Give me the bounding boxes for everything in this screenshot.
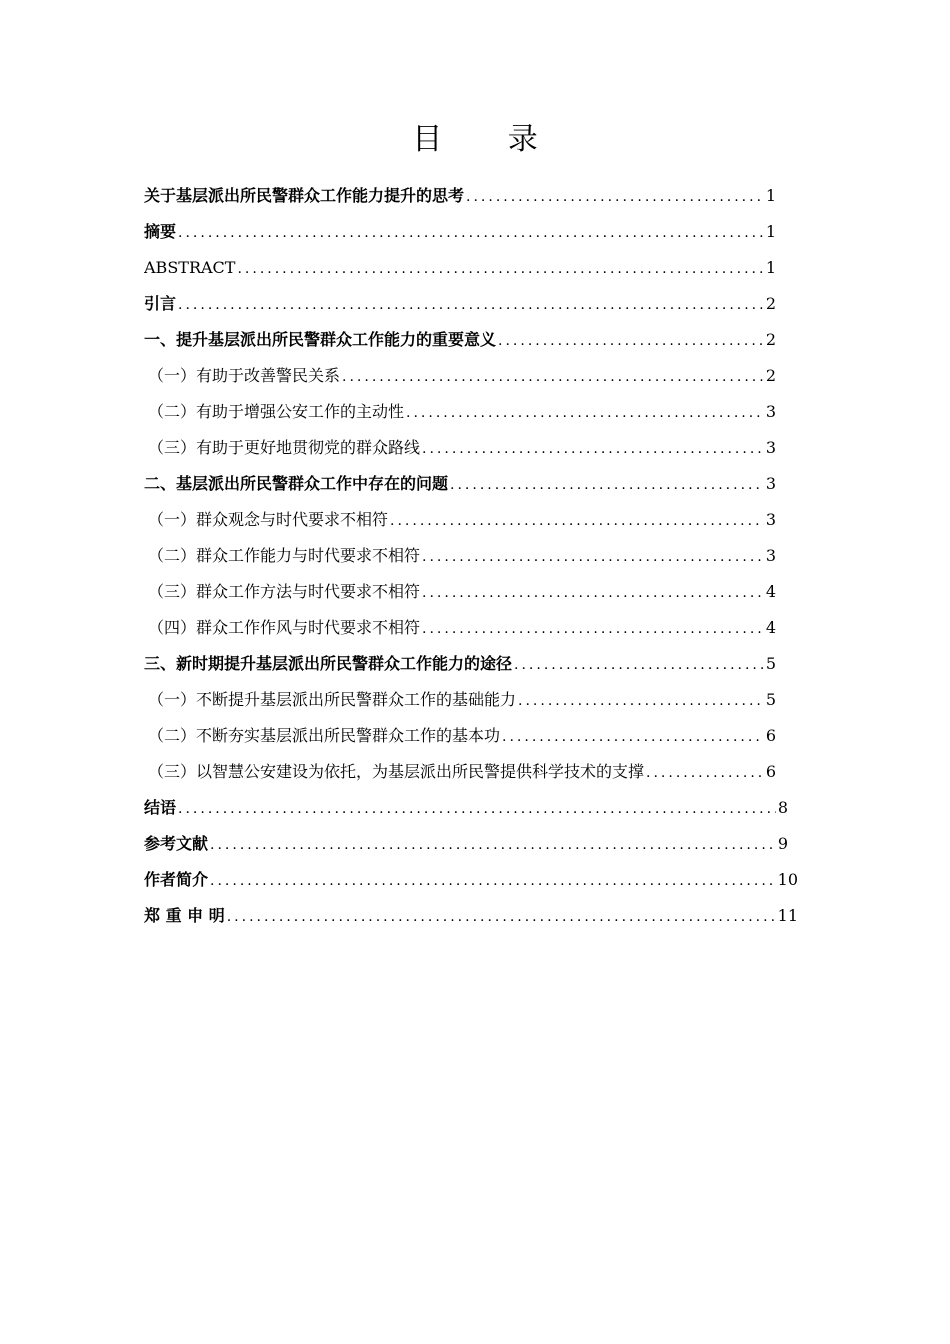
toc-entry-label: 一、提升基层派出所民警群众工作能力的重要意义	[144, 330, 497, 349]
toc-dot-leader	[514, 647, 764, 682]
toc-dot-leader	[518, 683, 764, 718]
toc-entry[interactable]	[144, 682, 810, 718]
toc-entry-label: （二）有助于增强公安工作的主动性	[148, 402, 405, 421]
toc-entry-label: （四）群众工作作风与时代要求不相符	[148, 618, 421, 637]
toc-entry-label: （二）不断夯实基层派出所民警群众工作的基本功	[148, 726, 501, 745]
toc-entry-page: 5	[765, 654, 776, 673]
toc-entry[interactable]	[144, 754, 810, 790]
toc-entry-page: 2	[765, 366, 776, 385]
toc-entry[interactable]	[144, 898, 810, 934]
toc-entry-page: 6	[765, 726, 776, 745]
toc-entry[interactable]	[144, 574, 810, 610]
toc-entry[interactable]	[144, 466, 810, 502]
toc-entry-page: 2	[765, 294, 776, 313]
toc-dot-leader	[422, 575, 764, 610]
toc-dot-leader	[227, 899, 776, 934]
toc-dot-leader	[237, 251, 763, 286]
toc-entry[interactable]	[144, 214, 810, 250]
toc-entry[interactable]	[144, 178, 810, 214]
toc-dot-leader	[498, 323, 764, 358]
toc-dot-leader	[646, 755, 764, 790]
toc-entry-label: 作者简介	[144, 870, 209, 889]
toc-dot-leader	[422, 539, 764, 574]
toc-entry-page: 3	[765, 510, 776, 529]
toc-entry-page: 1	[765, 258, 776, 277]
toc-entry-label: 三、新时期提升基层派出所民警群众工作能力的途径	[144, 654, 513, 673]
table-of-contents	[144, 178, 810, 934]
toc-entry-page: 3	[765, 438, 776, 457]
toc-entry-page: 10	[777, 870, 798, 889]
toc-entry-page: 8	[777, 798, 788, 817]
toc-entry-page: 3	[765, 402, 776, 421]
toc-entry[interactable]	[144, 646, 810, 682]
toc-dot-leader	[406, 395, 764, 430]
toc-entry-page: 3	[765, 546, 776, 565]
toc-entry-label: （一）有助于改善警民关系	[148, 366, 341, 385]
toc-entry[interactable]	[144, 358, 810, 394]
toc-entry-label: （一）不断提升基层派出所民警群众工作的基础能力	[148, 690, 517, 709]
toc-entry[interactable]	[144, 286, 810, 322]
toc-entry[interactable]	[144, 610, 810, 646]
toc-entry[interactable]	[144, 430, 810, 466]
toc-dot-leader	[178, 287, 764, 322]
toc-entry-label: 关于基层派出所民警群众工作能力提升的思考	[144, 186, 465, 205]
toc-entry-label: 二、基层派出所民警群众工作中存在的问题	[144, 474, 449, 493]
toc-dot-leader	[450, 467, 764, 502]
toc-entry-label: （三）群众工作方法与时代要求不相符	[148, 582, 421, 601]
toc-entry[interactable]	[144, 250, 810, 286]
toc-entry-page: 1	[765, 186, 776, 205]
toc-entry-label: （三）以智慧公安建设为依托，为基层派出所民警提供科学技术的支撑	[148, 762, 645, 781]
toc-entry[interactable]	[144, 862, 810, 898]
toc-entry-page: 2	[765, 330, 776, 349]
toc-entry-label: （二）群众工作能力与时代要求不相符	[148, 546, 421, 565]
toc-dot-leader	[342, 359, 764, 394]
toc-entry[interactable]	[144, 538, 810, 574]
toc-dot-leader	[178, 791, 776, 826]
toc-dot-leader	[466, 179, 764, 214]
toc-entry-label: ABSTRACT	[144, 258, 236, 277]
toc-entry-label: 摘要	[144, 222, 177, 241]
toc-dot-leader	[390, 503, 764, 538]
toc-title: 目 录	[412, 122, 566, 157]
toc-entry-page: 9	[777, 834, 788, 853]
toc-entry-page: 6	[765, 762, 776, 781]
toc-dot-leader	[210, 827, 776, 862]
toc-entry-page: 5	[765, 690, 776, 709]
toc-entry-page: 11	[777, 906, 798, 925]
toc-entry[interactable]	[144, 790, 810, 826]
toc-entry-label: （三）有助于更好地贯彻党的群众路线	[148, 438, 421, 457]
toc-entry[interactable]	[144, 718, 810, 754]
toc-entry-page: 4	[765, 582, 776, 601]
toc-entry[interactable]	[144, 394, 810, 430]
toc-entry-page: 4	[765, 618, 776, 637]
toc-entry-label: 引言	[144, 294, 177, 313]
toc-entry-label: （一）群众观念与时代要求不相符	[148, 510, 389, 529]
toc-dot-leader	[422, 611, 764, 646]
toc-entry[interactable]	[144, 502, 810, 538]
toc-dot-leader	[210, 863, 776, 898]
toc-entry[interactable]	[144, 322, 810, 358]
toc-entry-label: 参考文献	[144, 834, 209, 853]
toc-dot-leader	[502, 719, 764, 754]
toc-dot-leader	[178, 215, 764, 250]
toc-entry-page: 1	[765, 222, 776, 241]
toc-entry-page: 3	[765, 474, 776, 493]
toc-entry-label: 郑 重 申 明	[144, 906, 225, 925]
toc-dot-leader	[422, 431, 764, 466]
toc-entry-label: 结语	[144, 798, 177, 817]
toc-entry[interactable]	[144, 826, 810, 862]
